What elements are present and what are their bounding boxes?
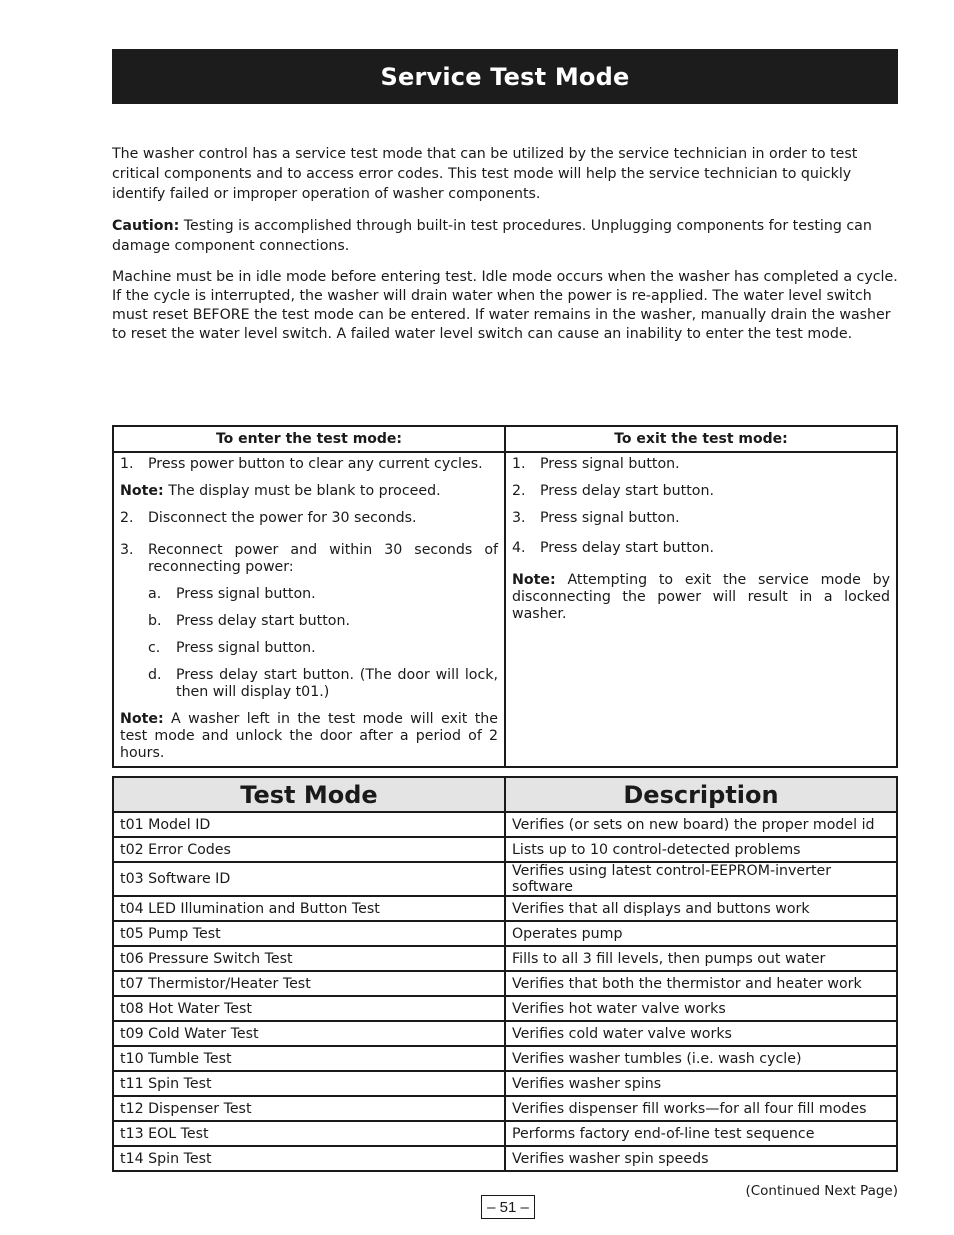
test-mode-table — [112, 776, 898, 1172]
enter-note: Note: The display must be blank to proceed. — [120, 483, 441, 499]
enter-substep: d. Press delay start button. (The door will lock, then will display t01.) — [148, 667, 498, 700]
enter-step: 3. Reconnect power and within 30 seconds of reconnecting power: — [120, 542, 498, 575]
description-cell: Verifies dispenser fill works—for all four fill modes — [505, 1096, 897, 1121]
description-cell: Fills to all 3 fill levels, then pumps out water — [505, 946, 897, 971]
description-cell: Verifies that both the thermistor and heater work — [505, 971, 897, 996]
enter-substep: a. Press signal button. — [148, 586, 316, 602]
description-cell: Verifies washer spins — [505, 1071, 897, 1096]
description-cell: Performs factory end-of-line test sequence — [505, 1121, 897, 1146]
table-row — [113, 1021, 897, 1046]
table-row — [113, 1046, 897, 1071]
test-mode-cell: t13 EOL Test — [113, 1121, 505, 1146]
enter-exit-table — [112, 425, 898, 768]
enter-substep: b. Press delay start button. — [148, 613, 350, 629]
exit-header: To exit the test mode: — [505, 426, 897, 452]
test-mode-cell: t11 Spin Test — [113, 1071, 505, 1096]
enter-steps — [113, 452, 505, 767]
table-row — [113, 1071, 897, 1096]
enter-step: 2. Disconnect the power for 30 seconds. — [120, 510, 417, 526]
page-title: Service Test Mode — [380, 62, 630, 91]
test-mode-cell: t04 LED Illumination and Button Test — [113, 896, 505, 921]
description-cell: Verifies using latest control-EEPROM-inverter software — [505, 862, 897, 896]
description-cell: Verifies hot water valve works — [505, 996, 897, 1021]
caution-label: Caution: — [112, 218, 180, 234]
exit-step: 1. Press signal button. — [512, 456, 680, 472]
test-mode-cell: t02 Error Codes — [113, 837, 505, 862]
enter-substep: c. Press signal button. — [148, 640, 316, 656]
table-row — [113, 1096, 897, 1121]
idle-mode-paragraph: Machine must be in idle mode before entering test. Idle mode occurs when the washer has completed a cycle. If the cycle is interrupted, the washer will drain water when the power is re-applied. The water level switch must reset BEFORE the test mode can be entered. If water remains in the washer, manually drain the washer to reset the water level switch. A failed water level switch can cause an inability to enter the test mode. — [112, 269, 898, 342]
description-cell: Verifies washer spin speeds — [505, 1146, 897, 1171]
test-mode-cell: t01 Model ID — [113, 812, 505, 837]
test-mode-cell: t12 Dispenser Test — [113, 1096, 505, 1121]
test-mode-cell: t08 Hot Water Test — [113, 996, 505, 1021]
intro-paragraph: The washer control has a service test mode that can be utilized by the service technician in order to test critical components and to access error codes. This test mode will help the service technician to quickly identify failed or improper operation of washer components. — [112, 146, 858, 202]
table-row — [113, 812, 897, 837]
description-cell: Verifies (or sets on new board) the proper model id — [505, 812, 897, 837]
test-mode-cell: t10 Tumble Test — [113, 1046, 505, 1071]
caution-paragraph — [112, 216, 898, 256]
table-row — [113, 1146, 897, 1171]
description-header: Description — [505, 777, 897, 812]
test-mode-cell: t14 Spin Test — [113, 1146, 505, 1171]
description-cell: Verifies washer tumbles (i.e. wash cycle) — [505, 1046, 897, 1071]
intro-section — [112, 144, 898, 356]
title-banner — [112, 49, 898, 104]
table-row — [113, 996, 897, 1021]
exit-steps — [505, 452, 897, 767]
description-cell: Verifies that all displays and buttons work — [505, 896, 897, 921]
description-cell: Lists up to 10 control-detected problems — [505, 837, 897, 862]
table-row — [113, 946, 897, 971]
enter-header: To enter the test mode: — [113, 426, 505, 452]
description-cell: Verifies cold water valve works — [505, 1021, 897, 1046]
description-cell: Operates pump — [505, 921, 897, 946]
exit-step: 4. Press delay start button. — [512, 540, 714, 556]
table-row — [113, 1121, 897, 1146]
table-row — [113, 862, 897, 896]
enter-step: 1. Press power button to clear any current cycles. — [120, 456, 483, 472]
table-row — [113, 971, 897, 996]
caution-text: Testing is accomplished through built-in test procedures. Unplugging components for testing can damage component connections. — [112, 218, 872, 254]
exit-step: 2. Press delay start button. — [512, 483, 714, 499]
test-mode-cell: t07 Thermistor/Heater Test — [113, 971, 505, 996]
table-row — [113, 921, 897, 946]
enter-note: Note: A washer left in the test mode will exit the test mode and unlock the door after a period of 2 hours. — [120, 711, 498, 761]
exit-note: Note: Attempting to exit the service mode by disconnecting the power will result in a locked washer. — [512, 572, 890, 622]
test-mode-cell: t09 Cold Water Test — [113, 1021, 505, 1046]
test-mode-cell: t03 Software ID — [113, 862, 505, 896]
exit-step: 3. Press signal button. — [512, 510, 680, 526]
continued-note: (Continued Next Page) — [745, 1183, 898, 1199]
table-row — [113, 837, 897, 862]
page-number: – 51 – — [481, 1195, 535, 1219]
test-mode-cell: t05 Pump Test — [113, 921, 505, 946]
test-mode-header: Test Mode — [113, 777, 505, 812]
test-mode-cell: t06 Pressure Switch Test — [113, 946, 505, 971]
table-row — [113, 896, 897, 921]
